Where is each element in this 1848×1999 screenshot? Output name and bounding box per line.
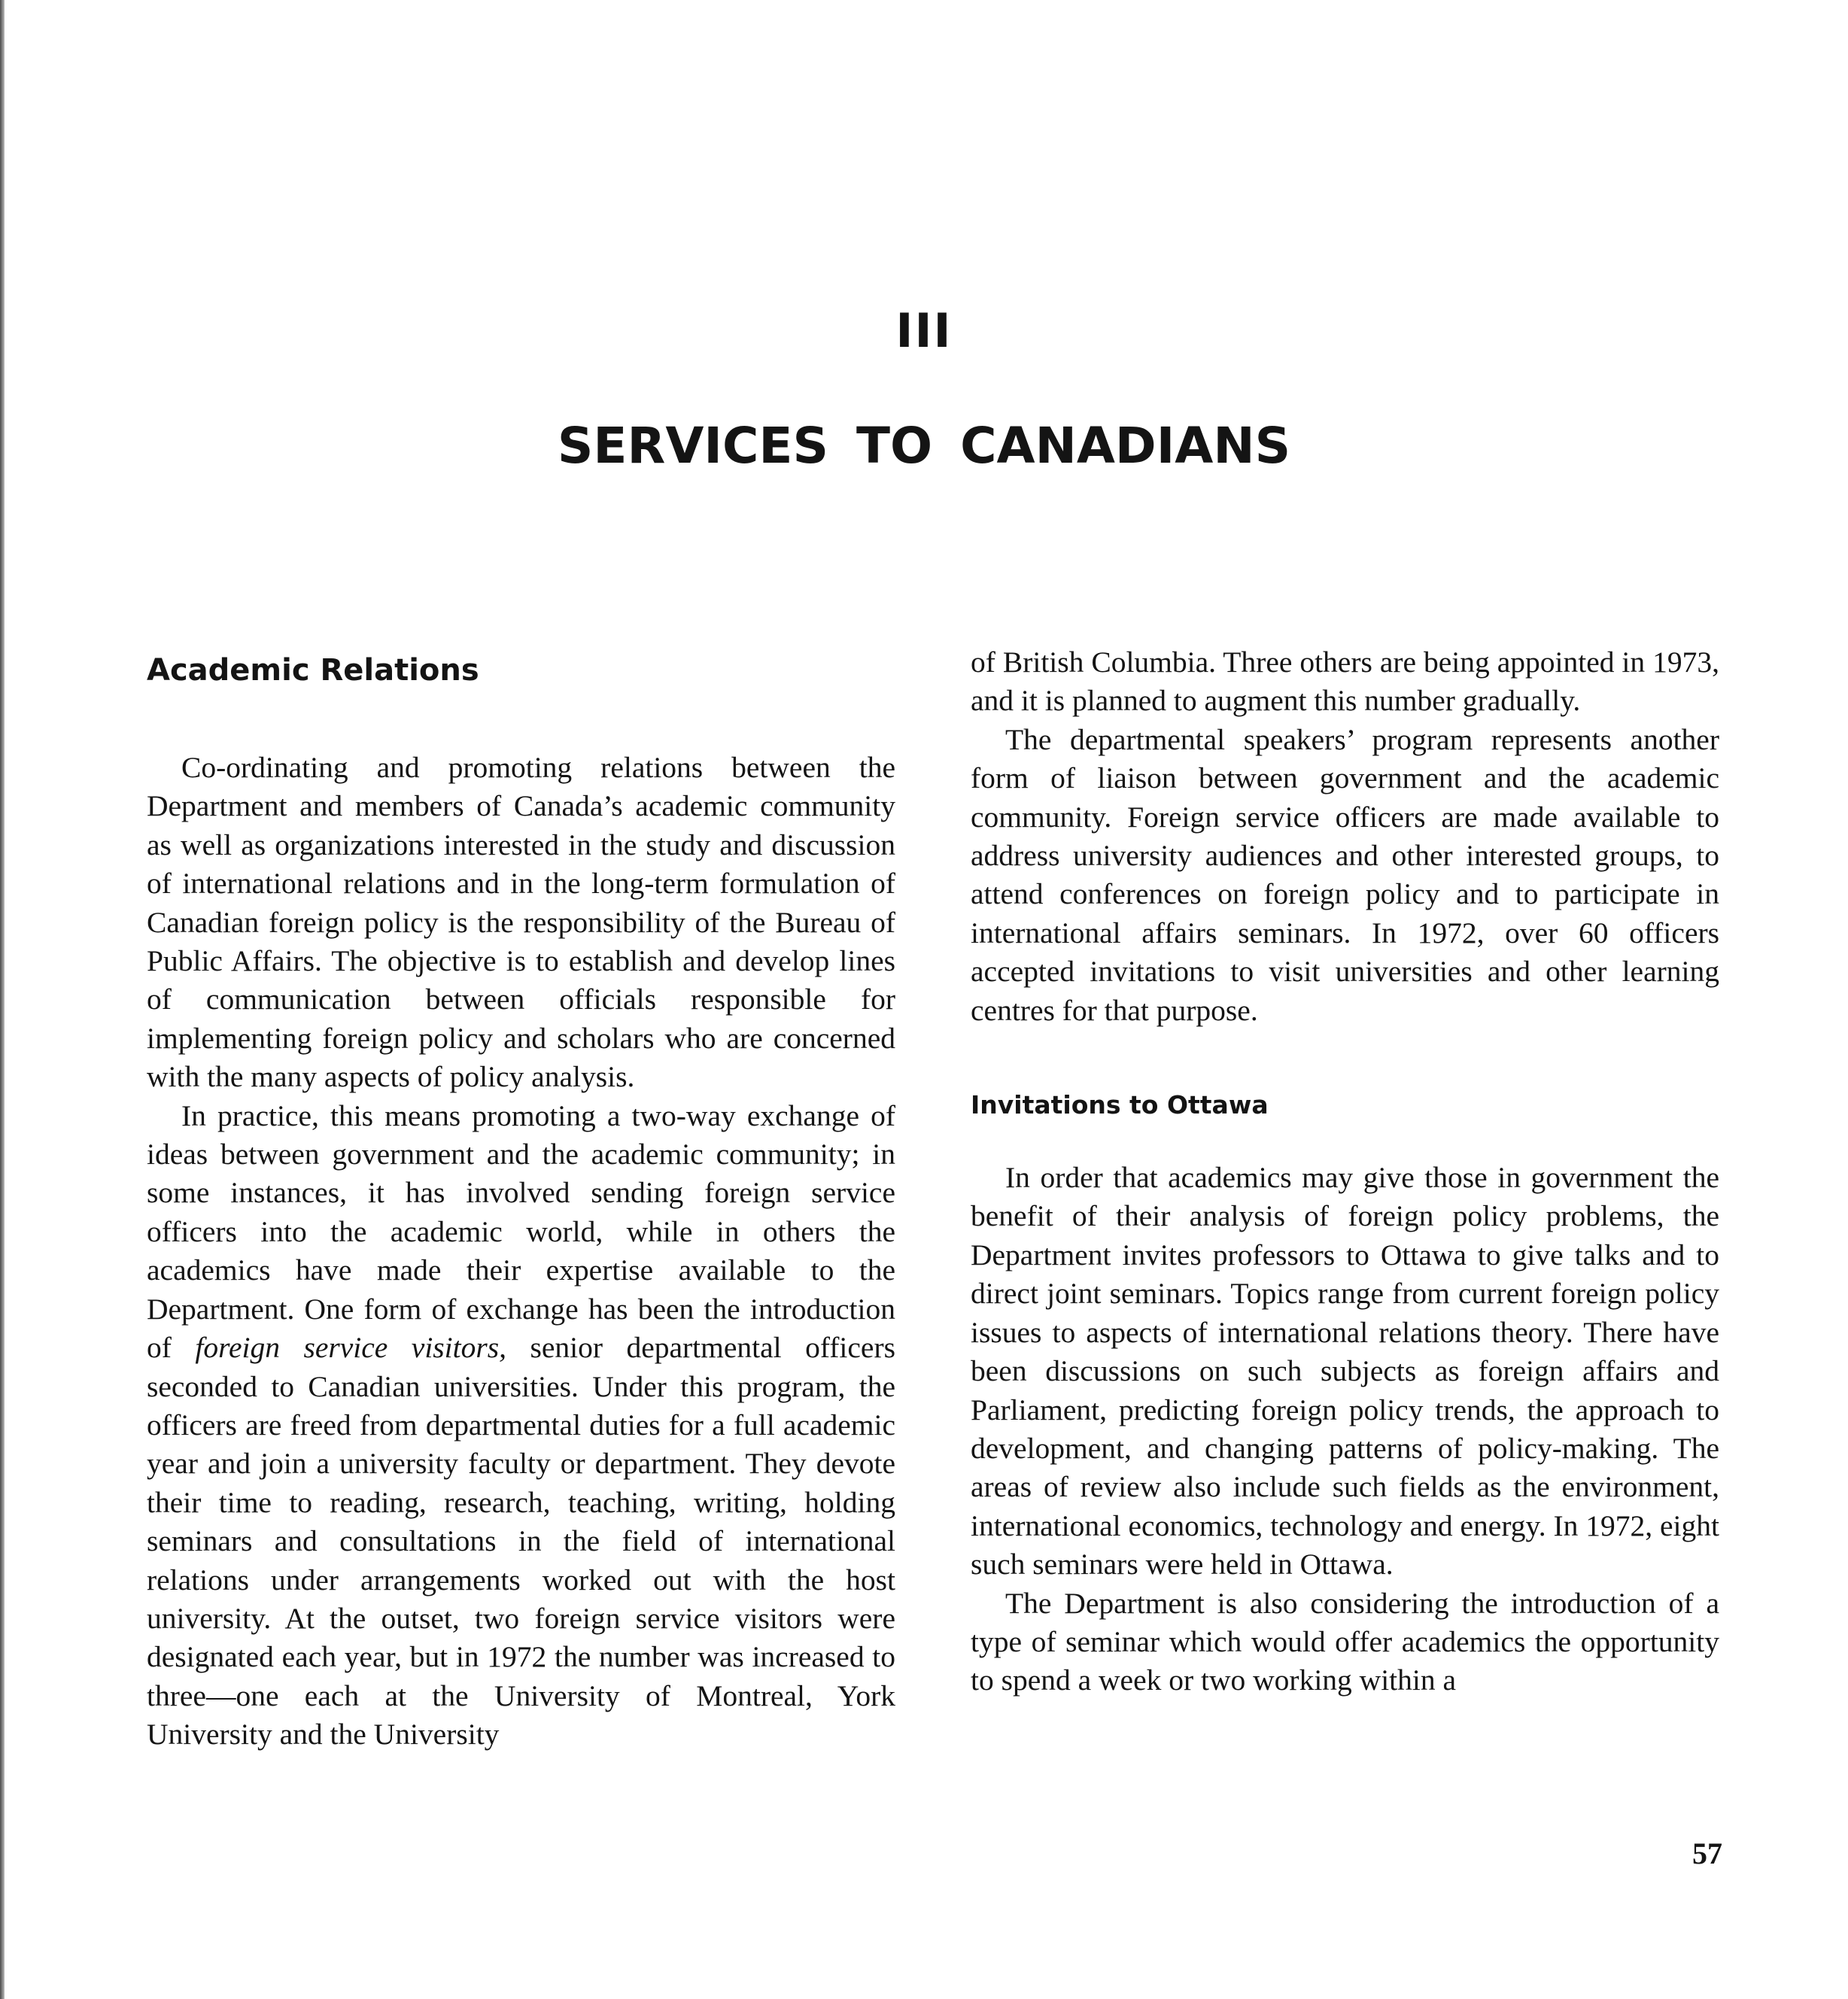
emphasized-term: foreign service visitors, [195, 1331, 506, 1365]
body-paragraph: Co-ordinating and promoting relations between the Department and members of Canada’s academic community as well as organizations interested in the study and discussion of international relations and in the long-term formulation of Canadian foreign policy is the responsibility of the Bureau of Public Affairs. The objective is to establish and develop lines of communication between officials responsible for implementing foreign policy and scholars who are concerned with the many aspects of policy analysis. [147, 751, 895, 1094]
section-heading-academic-relations: Academic Relations [147, 653, 479, 688]
body-paragraph [147, 1097, 895, 1754]
paragraph-text: senior departmental officers seconded to Canadian universities. Under this program, the officers are freed from departmental duties for a full academic year and join a university faculty or department. They devote their time to reading, research, teaching, writing, holding seminars and consultations in the field of international relations under arrangements worked out with the host university. At the outset, two foreign service visitors were designated each year, but in 1972 the number was increased to three—one each at the University of Montreal, York University and the University [147, 1331, 895, 1751]
left-column [147, 643, 895, 1754]
chapter-number: III [895, 303, 953, 358]
page-number: 57 [1692, 1836, 1722, 1870]
body-paragraph: In order that academics may give those in government the benefit of their analysis of foreign policy problems, the Department invites professors to Ottawa to give talks and to direct joint seminars. Topics range from current foreign policy issues to aspects of international relations theory. There have been discussions on such subjects as foreign affairs and Parliament, predicting foreign policy trends, the approach to development, and changing patterns of policy-making. The areas of review also include such fields as the environment, international economics, technology and energy. In 1972, eight such seminars were held in Ottawa. [971, 1161, 1719, 1581]
chapter-title: SERVICES TO CANADIANS [557, 417, 1291, 475]
subsection-heading-invitations-to-ottawa: Invitations to Ottawa [971, 1090, 1269, 1120]
right-column [971, 643, 1719, 1700]
page-binding-edge [0, 0, 5, 1999]
continued-paragraph: of British Columbia. Three others are being appointed in 1973, and it is planned to augment this number gradually. [971, 646, 1719, 718]
body-paragraph: The departmental speakers’ program represents another form of liaison between government and the academic community. Foreign service officers are made available to address university audiences and other interested groups, to attend conferences on foreign policy and to participate in international affairs seminars. In 1972, over 60 officers accepted invitations to visit universities and other learning centres for that purpose. [971, 722, 1719, 1027]
body-paragraph: The Department is also considering the introduction of a type of seminar which would offer academics the opportunity to spend a week or two working within a [971, 1586, 1719, 1697]
paragraph-text: In practice, this means promoting a two-way exchange of ideas between government and the academic community; in some instances, it has involved sending foreign service officers into the academic world, while in others the academics have made their expertise available to the Department. One form of exchange has been the introduction of [147, 1098, 895, 1365]
